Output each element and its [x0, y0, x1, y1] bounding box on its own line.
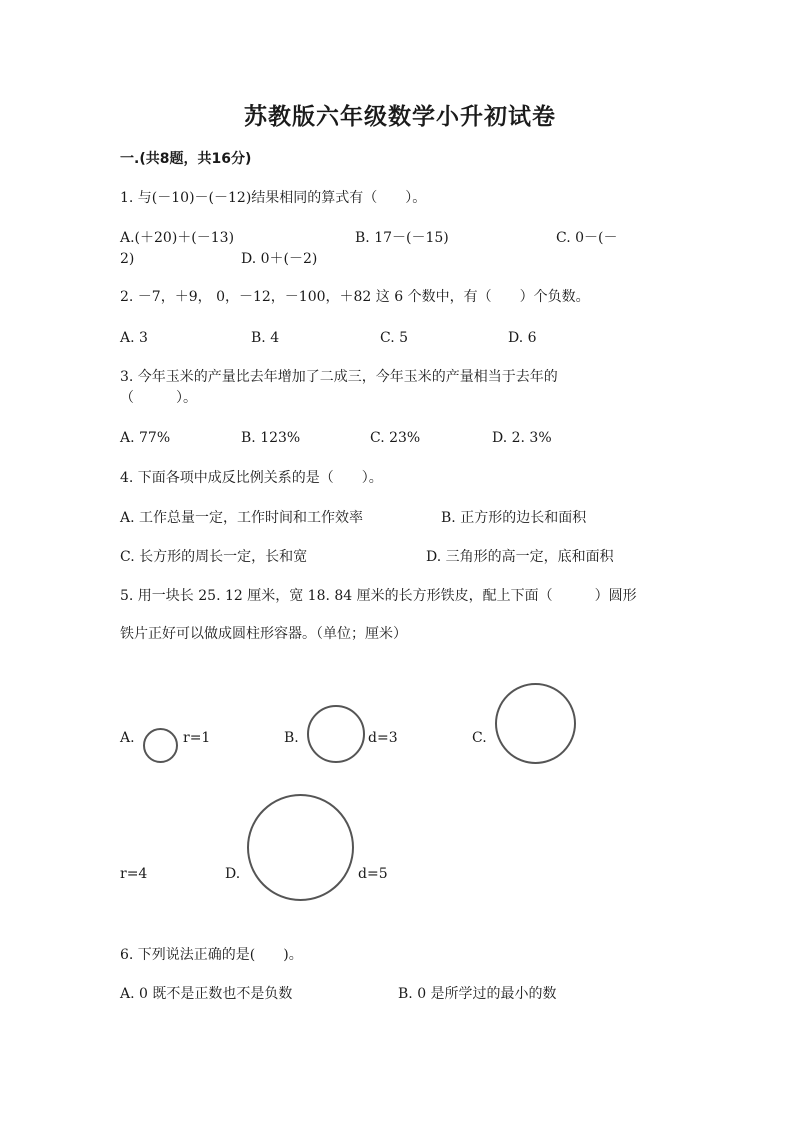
question-1-option-d: D. 0＋(－2): [241, 251, 318, 267]
question-5-option-a-label: A.: [120, 730, 135, 746]
question-6-stem: 6. 下列说法正确的是( )。: [120, 947, 303, 963]
question-3-option-c: C. 23%: [370, 430, 421, 446]
question-4-option-b: B. 正方形的边长和面积: [441, 510, 587, 526]
question-5-stem: 5. 用一块长 25. 12 厘米，宽 18. 84 厘米的长方形铁皮，配上下面（ ）圆形: [120, 588, 637, 604]
question-6-option-a: A. 0 既不是正数也不是负数: [120, 986, 293, 1002]
question-2-stem: 2. －7，＋9， 0，－12，－100，＋82 这 6 个数中，有（ ）个负数。: [120, 289, 590, 305]
question-4-stem: 4. 下面各项中成反比例关系的是（ ）。: [120, 470, 383, 486]
question-1-option-a: A.(＋20)＋(－13): [120, 230, 235, 246]
question-5-option-a-value: r=1: [183, 730, 211, 746]
question-4-option-a: A. 工作总量一定，工作时间和工作效率: [120, 510, 364, 526]
question-1-stem: 1. 与(－10)－(－12)结果相同的算式有（ ）。: [120, 190, 427, 206]
question-2-option-b: B. 4: [251, 330, 280, 346]
question-5-option-b-value: d=3: [368, 730, 398, 746]
question-5-option-c-value: r=4: [120, 866, 148, 882]
question-2-option-d: D. 6: [508, 330, 537, 346]
question-2-option-a: A. 3: [120, 330, 148, 346]
circle-d-figure: [247, 794, 354, 901]
question-3-option-a: A. 77%: [120, 430, 171, 446]
question-6-option-b: B. 0 是所学过的最小的数: [398, 986, 557, 1002]
section-heading: 一.(共8题，共16分): [120, 151, 252, 167]
circle-c-figure: [495, 683, 576, 764]
question-4-option-c: C. 长方形的周长一定，长和宽: [120, 549, 308, 565]
question-5-option-d-value: d=5: [358, 866, 388, 882]
question-4-option-d: D. 三角形的高一定，底和面积: [426, 549, 614, 565]
question-1-option-c-continued: 2): [120, 251, 135, 267]
question-3-stem-continued: （ ）。: [120, 390, 197, 406]
page-title: 苏教版六年级数学小升初试卷: [244, 103, 556, 130]
question-5-stem-continued: 铁片正好可以做成圆柱形容器。（单位；厘米）: [120, 626, 407, 642]
circle-b-figure: [307, 705, 365, 763]
question-5-option-b-label: B.: [284, 730, 299, 746]
question-2-option-c: C. 5: [380, 330, 409, 346]
question-5-option-d-label: D.: [225, 866, 241, 882]
question-1-option-b: B. 17－(－15): [355, 230, 449, 246]
question-3-stem: 3. 今年玉米的产量比去年增加了二成三，今年玉米的产量相当于去年的: [120, 369, 558, 385]
question-1-option-c: C. 0－(－: [556, 230, 618, 246]
question-3-option-d: D. 2. 3%: [492, 430, 552, 446]
question-3-option-b: B. 123%: [241, 430, 301, 446]
question-5-option-c-label: C.: [472, 730, 487, 746]
circle-a-figure: [143, 728, 178, 763]
